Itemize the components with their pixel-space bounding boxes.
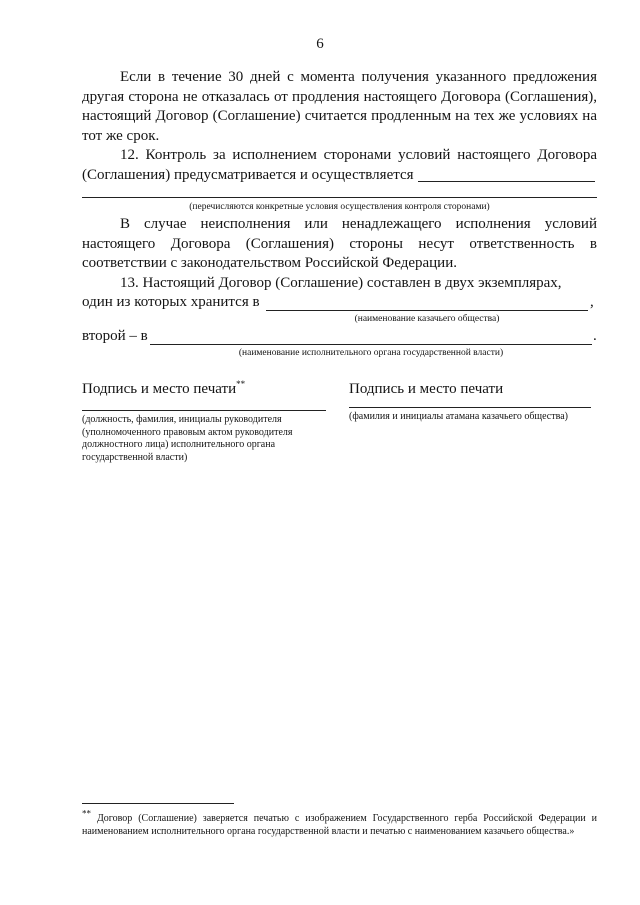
left-signature-title xyxy=(82,381,245,398)
paragraph-13-line-1: 13. Настоящий Договор (Соглашение) составлен в двух экземплярах, xyxy=(120,275,562,291)
left-signature-note: (должность, фамилия, инициалы руководителя (уполномоченного правовым актом руководителя должностного лица) исполнительного органа государственной власти) xyxy=(82,414,293,463)
paragraph-13-line-2-prefix: один из которых хранится в xyxy=(82,294,260,310)
left-signature-line xyxy=(82,410,326,411)
left-signature-title-text: Подпись и место печати xyxy=(82,381,237,397)
paragraph-13-line-2-suffix: , xyxy=(590,294,594,310)
paragraph-liability: В случае неисполнения или ненадлежащего исполнения условий настоящего Договора (Соглашения) стороны несут ответственность в соответствии с законодательством Российской Федерации. xyxy=(82,216,597,271)
executive-body-note: (наименование исполнительного органа государственной власти) xyxy=(238,348,504,358)
footnote xyxy=(82,808,597,838)
right-signature-line xyxy=(349,407,591,408)
footnote-separator xyxy=(82,803,234,804)
footnote-text: Договор (Соглашение) заверяется печатью с изображением Государственного герба Российской Федерации и наименованием исполнительного органа государственной власти и печатью с наименованием казачьего общества.» xyxy=(82,813,597,837)
control-conditions-line-1 xyxy=(418,181,595,182)
paragraph-extension: Если в течение 30 дней с момента получения указанного предложения другая сторона не отказалась от продления настоящего Договора (Соглашения), настоящий Договор (Соглашение) считается продленным на тех же условиях на тот же срок. xyxy=(82,69,597,144)
paragraph-13-line-3-prefix: второй – в xyxy=(82,328,148,344)
cossack-society-line xyxy=(266,310,588,311)
paragraph-12-text: 12. Контроль за исполнением сторонами условий настоящего Договора (Соглашения) предусматривается и осуществляется xyxy=(82,147,597,183)
paragraph-12 xyxy=(82,146,597,185)
right-signature-note: (фамилия и инициалы атамана казачьего общества) xyxy=(349,411,568,422)
left-signature-footnote-mark: ** xyxy=(236,379,246,389)
paragraph-13-line-3-suffix: . xyxy=(593,328,597,344)
cossack-society-note: (наименование казачьего общества) xyxy=(354,314,500,324)
right-signature-title: Подпись и место печати xyxy=(349,381,504,397)
control-conditions-line-2 xyxy=(82,197,597,198)
footnote-mark: ** xyxy=(82,808,91,819)
control-conditions-note: (перечисляются конкретные условия осуществления контроля сторонами) xyxy=(189,202,490,212)
page-number: 6 xyxy=(316,36,324,52)
executive-body-line xyxy=(150,344,592,345)
